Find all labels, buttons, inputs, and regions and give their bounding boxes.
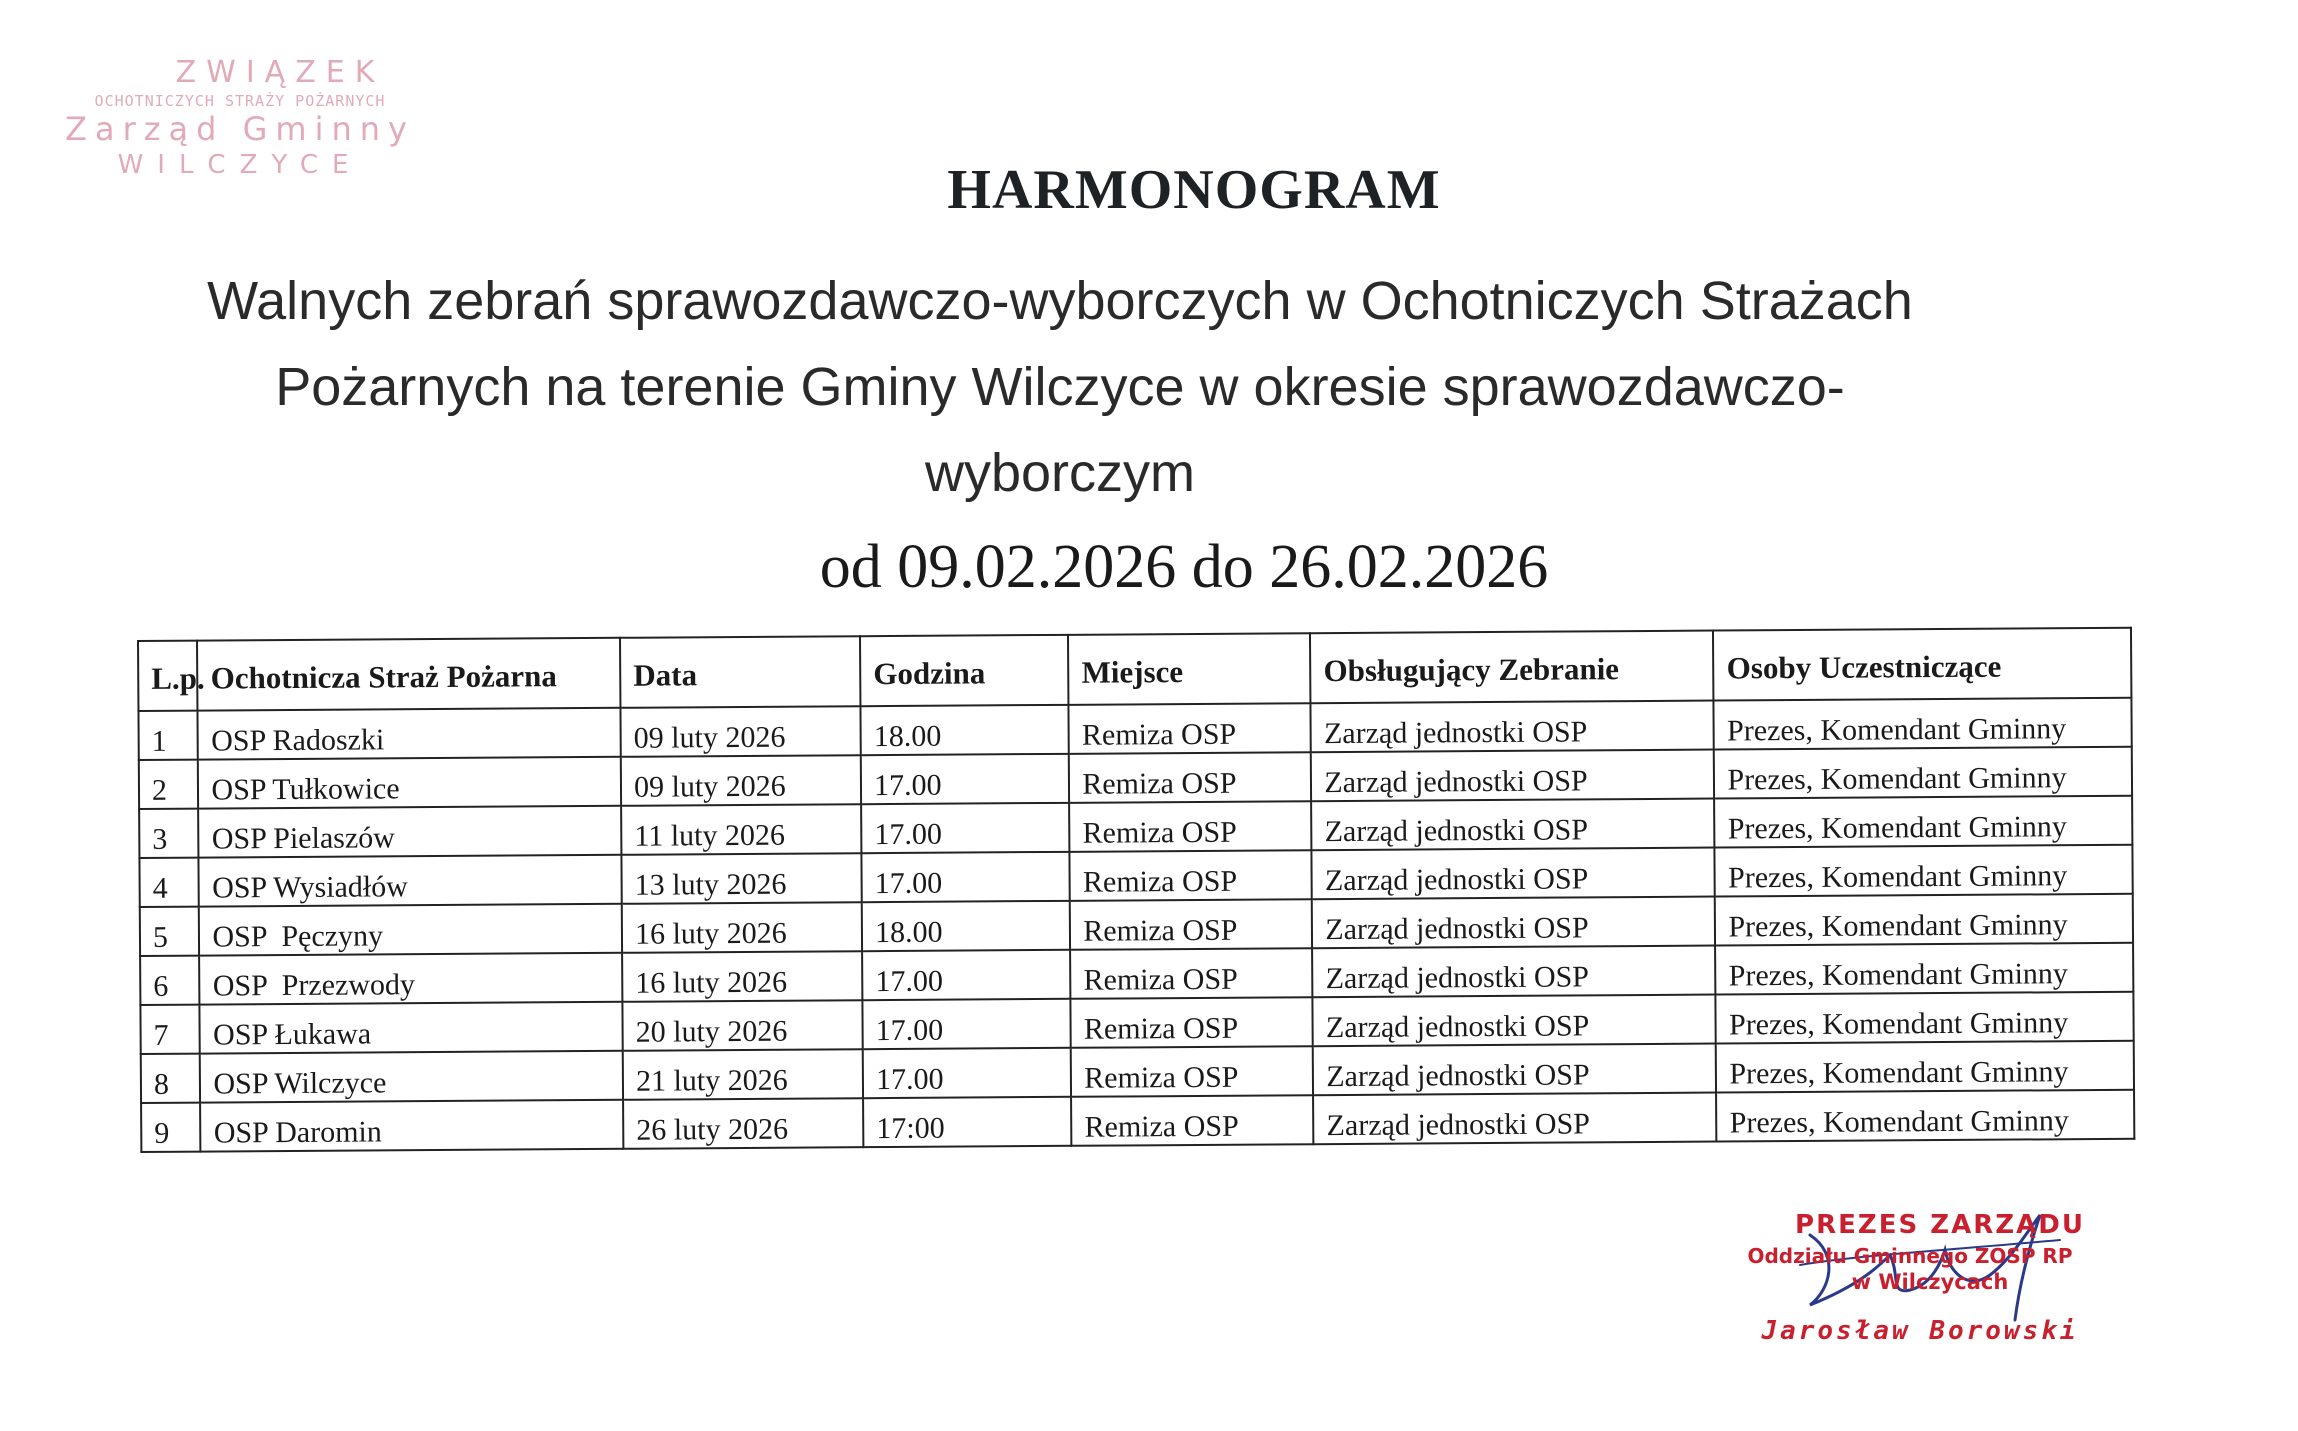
cell-host: Zarząd jednostki OSP [1312, 946, 1715, 998]
cell-participants: Prezes, Komendant Gminny [1715, 894, 2133, 946]
table-header-row [138, 628, 2131, 711]
subtitle-line: wyborczym [924, 443, 1196, 503]
cell-osp: OSP Daromin [201, 1100, 624, 1152]
cell-participants: Prezes, Komendant Gminny [1714, 698, 2132, 750]
stamp-location: w Wilczycach [1851, 1270, 2009, 1294]
cell-osp: OSP Tułkowice [198, 757, 621, 809]
document-subtitle [60, 258, 2060, 516]
schedule-table-wrapper [137, 627, 2135, 1153]
cell-participants: Prezes, Komendant Gminny [1716, 943, 2134, 995]
stamp-line-4: WILCZYCE [117, 150, 363, 180]
cell-place: Remiza OSP [1069, 703, 1311, 754]
cell-participants: Prezes, Komendant Gminny [1714, 747, 2132, 799]
cell-participants: Prezes, Komendant Gminny [1715, 845, 2133, 897]
cell-place: Remiza OSP [1069, 752, 1311, 803]
subtitle-line: Walnych zebrań sprawozdawczo-wyborczych w Ochotniczych Strażach [207, 271, 1913, 331]
cell-host: Zarząd jednostki OSP [1313, 1093, 1716, 1145]
cell-participants: Prezes, Komendant Gminny [1716, 1041, 2134, 1093]
cell-host: Zarząd jednostki OSP [1312, 897, 1715, 949]
cell-host: Zarząd jednostki OSP [1313, 995, 1716, 1047]
cell-osp: OSP Przezwody [200, 953, 623, 1005]
header-time: Godzina [860, 635, 1069, 706]
cell-lp: 7 [140, 1005, 200, 1054]
cell-date: 13 luty 2026 [622, 853, 862, 904]
cell-date: 09 luty 2026 [621, 706, 861, 757]
cell-participants: Prezes, Komendant Gminny [1715, 796, 2133, 848]
cell-lp: 3 [139, 809, 199, 858]
cell-host: Zarząd jednostki OSP [1311, 799, 1714, 851]
cell-date: 20 luty 2026 [622, 1000, 862, 1051]
cell-osp: OSP Pielaszów [199, 806, 622, 858]
cell-lp: 2 [139, 760, 199, 809]
date-range: od 09.02.2026 do 26.02.2026 [819, 533, 1549, 601]
cell-date: 16 luty 2026 [622, 951, 862, 1002]
schedule-table [137, 627, 2135, 1153]
stamp-name: Jarosław Borowski [1761, 1316, 2079, 1346]
header-place: Miejsce [1068, 633, 1311, 705]
cell-time: 17.00 [863, 1048, 1072, 1098]
cell-place: Remiza OSP [1070, 948, 1312, 999]
cell-lp: 1 [138, 711, 198, 760]
cell-osp: OSP Radoszki [198, 708, 621, 760]
cell-host: Zarząd jednostki OSP [1312, 848, 1715, 900]
cell-time: 17.00 [862, 852, 1071, 902]
cell-participants: Prezes, Komendant Gminny [1717, 1090, 2135, 1142]
header-osp: Ochotnicza Straż Pożarna [197, 638, 620, 711]
document-title: HARMONOGRAM [947, 159, 1441, 221]
cell-time: 18.00 [862, 901, 1071, 951]
cell-place: Remiza OSP [1070, 899, 1312, 950]
header-lp: L.p. [138, 641, 198, 711]
cell-time: 17:00 [863, 1097, 1072, 1147]
stamp-branch: Oddziału Gminnego ZOSP RP [1747, 1244, 2073, 1268]
cell-host: Zarząd jednostki OSP [1311, 701, 1714, 753]
header-date: Data [620, 636, 860, 708]
cell-host: Zarząd jednostki OSP [1313, 1044, 1716, 1096]
cell-place: Remiza OSP [1071, 997, 1313, 1048]
cell-lp: 5 [140, 907, 200, 956]
stamp-line-3: Zarząd Gminny [65, 110, 415, 148]
cell-place: Remiza OSP [1070, 850, 1312, 901]
cell-place: Remiza OSP [1071, 1095, 1313, 1146]
header-host: Obsługujący Zebranie [1310, 631, 1714, 704]
cell-lp: 8 [141, 1054, 201, 1103]
cell-time: 17.00 [861, 803, 1070, 853]
header-participants: Osoby Uczestniczące [1713, 628, 2131, 701]
cell-time: 18.00 [861, 705, 1070, 755]
cell-lp: 6 [140, 956, 200, 1005]
table-body [138, 698, 2134, 1152]
cell-time: 17.00 [862, 999, 1071, 1049]
cell-lp: 9 [141, 1103, 201, 1152]
cell-place: Remiza OSP [1071, 1046, 1313, 1097]
cell-date: 16 luty 2026 [622, 902, 862, 953]
cell-osp: OSP Wysiadłów [199, 855, 622, 907]
subtitle-line: Pożarnych na terenie Gminy Wilczyce w okresie sprawozdawczo- [275, 357, 1845, 417]
cell-date: 21 luty 2026 [623, 1049, 863, 1100]
cell-time: 17.00 [861, 754, 1070, 804]
cell-date: 11 luty 2026 [621, 804, 861, 855]
cell-place: Remiza OSP [1069, 801, 1311, 852]
president-stamp [1700, 1210, 2120, 1346]
cell-osp: OSP Łukawa [200, 1002, 623, 1054]
cell-host: Zarząd jednostki OSP [1311, 750, 1714, 802]
cell-time: 17.00 [862, 950, 1071, 1000]
cell-osp: OSP Pęczyny [199, 904, 622, 956]
cell-date: 26 luty 2026 [623, 1098, 863, 1149]
stamp-line-1: ZWIĄZEK [175, 55, 385, 90]
cell-osp: OSP Wilczyce [200, 1051, 623, 1103]
cell-participants: Prezes, Komendant Gminny [1716, 992, 2134, 1044]
stamp-title: PREZES ZARZĄDU [1795, 1210, 2085, 1240]
stamp-line-2: OCHOTNICZYCH STRAŻY POŻARNYCH [94, 92, 386, 110]
cell-date: 09 luty 2026 [621, 755, 861, 806]
cell-lp: 4 [139, 858, 199, 907]
